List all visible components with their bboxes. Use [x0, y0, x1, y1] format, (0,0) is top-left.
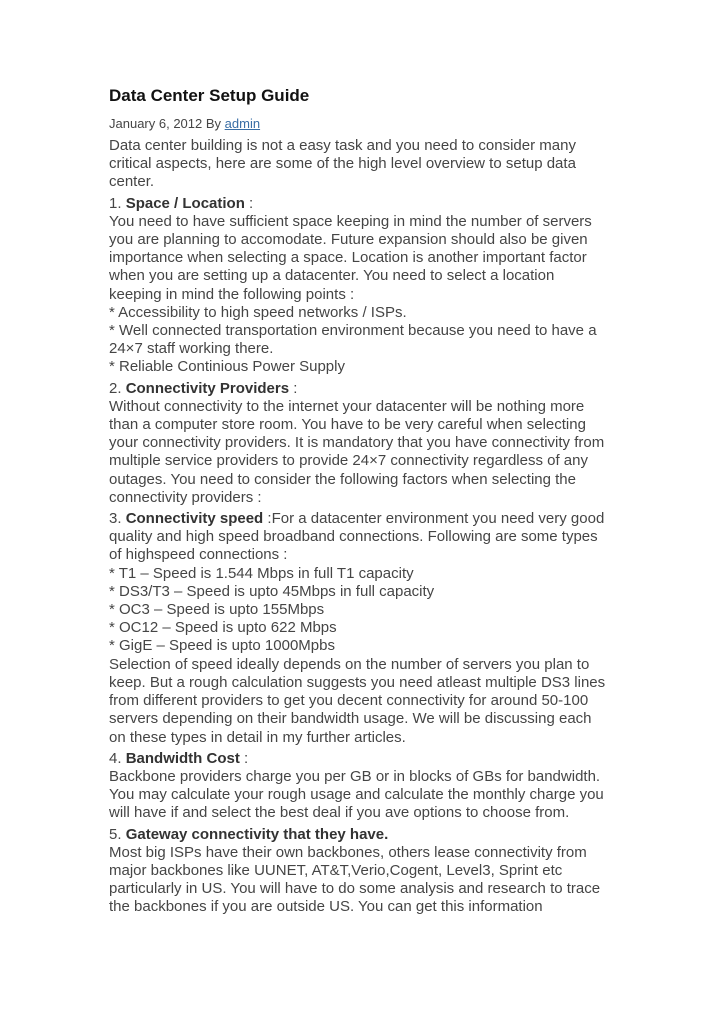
bullet-line: * DS3/T3 – Speed is upto 45Mbps in full capacity — [109, 582, 435, 600]
bullet-line: * OC3 – Speed is upto 155Mbps — [109, 601, 325, 619]
section-number: 2. — [109, 379, 126, 397]
bullet-line: * GigE – Speed is upto 1000Mpbs — [109, 637, 335, 655]
section-2-heading — [109, 380, 611, 398]
section-number: 5. — [109, 825, 126, 843]
section-1-heading — [109, 195, 611, 213]
section-number: 3. — [109, 510, 126, 528]
section-title: Connectivity speed — [125, 510, 264, 528]
section-suffix: : — [244, 194, 254, 212]
section-4-heading — [109, 750, 611, 768]
bullet-line: * OC12 – Speed is upto 622 Mbps — [109, 619, 337, 637]
bullet-line: * T1 – Speed is 1.544 Mbps in full T1 capacity — [109, 564, 414, 582]
bullet-line: * Accessibility to high speed networks / ISPs. — [109, 303, 407, 321]
post-date: January 6, 2012 By — [109, 116, 222, 131]
post-meta — [109, 116, 611, 132]
bullet-line: * Well connected transportation environment because you need to have a 24×7 staff working there. — [109, 322, 597, 358]
page-title: Data Center Setup Guide — [109, 86, 310, 105]
section-5-heading — [109, 826, 611, 844]
section-5-paragraph: Most big ISPs have their own backbones, others lease connectivity from major backbones like UUNET, AT&T,Verio,Cogent, Level3, Sprint etc particularly in US. You will have to do some analysis and research to trace the backbones if you are outside US. You can get this information — [109, 843, 601, 916]
intro-paragraph: Data center building is not a easy task and you need to consider many critical aspects, here are some of the high level overview to setup data center. — [109, 137, 576, 191]
section-number: 1. — [109, 194, 126, 212]
section-2-paragraph: Without connectivity to the internet your datacenter will be nothing more than a computer store room. You have to be very careful when selecting your connectivity providers. It is mandatory that you have connectivity from multiple service providers to provide 24×7 connectivity regardless of any outages. You need to consider the following factors when selecting the connectivity providers : — [109, 397, 605, 506]
section-suffix: : — [263, 510, 272, 528]
bullet-line: * Reliable Continious Power Supply — [109, 358, 345, 376]
section-3-heading — [109, 510, 611, 565]
section-1-paragraph: You need to have sufficient space keeping in mind the number of servers you are planning to accomodate. Future expansion should also be given importance when selecting a space. Location is another important factor when you are setting up a datacenter. You need to select a location keeping in mind the following points : — [109, 212, 592, 303]
author-link[interactable]: admin — [224, 116, 261, 131]
section-suffix: : — [289, 379, 298, 397]
section-suffix: : — [239, 749, 249, 767]
section-title: Connectivity Providers — [125, 379, 290, 397]
section-3-paragraph: Selection of speed ideally depends on the number of servers you plan to keep. But a rough calculation suggests you need atleast multiple DS3 lines from different providers to get you decent connectivity for around 50-100 servers depending on their bandwidth usage. We will be discussing each on these types in detail in my further articles. — [109, 655, 606, 746]
section-title: Space / Location — [125, 194, 245, 212]
section-title: Bandwidth Cost — [125, 749, 240, 767]
section-title: Gateway connectivity that they have. — [125, 825, 389, 843]
section-inline-text: For a datacenter environment you need very good quality and high speed broadband connections. Following are some types of highspeed connections : — [109, 510, 605, 564]
section-number: 4. — [109, 749, 126, 767]
section-4-paragraph: Backbone providers charge you per GB or in blocks of GBs for bandwidth. You may calculate your rough usage and calculate the monthly charge you will have if and select the best deal if you ave options to choose from. — [109, 767, 604, 822]
